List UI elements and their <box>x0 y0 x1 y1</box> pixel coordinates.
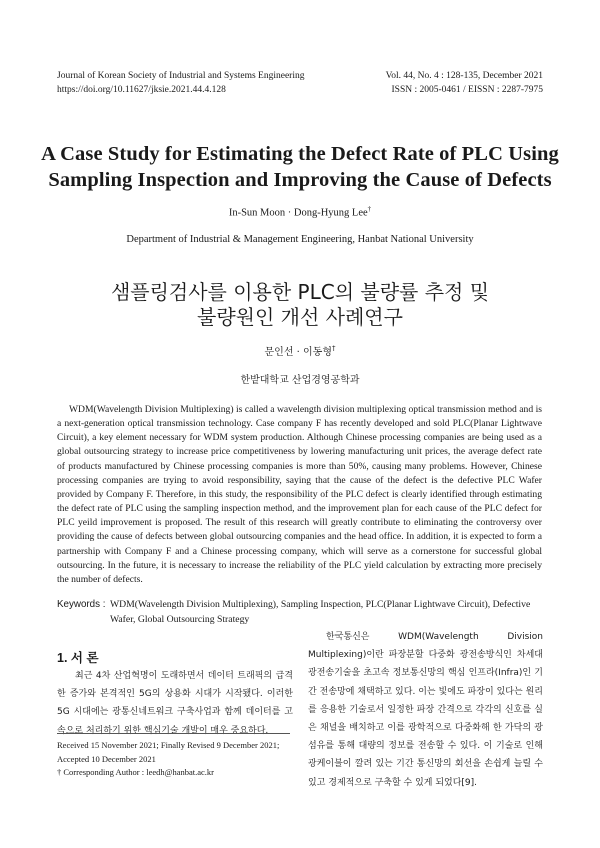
keywords-label: Keywords : <box>57 599 106 610</box>
journal-name: Journal of Korean Society of Industrial and Systems Engineering <box>57 71 305 81</box>
issn-info: ISSN : 2005-0461 / EISSN : 2287-7975 <box>391 85 543 95</box>
volume-info: Vol. 44, No. 4 : 128-135, December 2021 <box>385 71 543 81</box>
abstract <box>57 403 542 587</box>
title-en-line2: Sampling Inspection and Improving the Cause of Defects <box>48 169 552 191</box>
body-left-paragraph: 최근 4차 산업혁명이 도래하면서 데이터 트래픽의 급격한 증가와 본격적인 5G의 상용화 시대가 시작됐다. 이러한 5G 시대에는 광통신네트워크 구축사업과 함께 데이터를 고속으로 처리하기 위한 핵심기술 개발이 매우 중요하다. <box>57 671 293 736</box>
authors-ko-names: 문인선 · 이동형 <box>264 347 332 358</box>
authors-ko <box>0 343 600 358</box>
doi-link[interactable]: https://doi.org/10.11627/jksie.2021.44.4.128 <box>57 85 226 95</box>
title-ko-line1: 샘플링검사를 이용한 PLC의 불량률 추정 및 <box>110 280 490 304</box>
affiliation-ko: 한밭대학교 산업경영공학과 <box>240 375 360 386</box>
affiliation-en: Department of Industrial & Management Engineering, Hanbat National University <box>126 234 474 245</box>
corresponding-author: † Corresponding Author : leedh@hanbat.ac.kr <box>57 767 215 777</box>
body-left-column <box>57 667 293 740</box>
section-heading: 1. 서 론 <box>57 651 99 665</box>
dagger-mark-ko: † <box>332 344 336 353</box>
title-ko-line2: 불량원인 개선 사례연구 <box>197 305 403 329</box>
dagger-mark: † <box>367 205 372 213</box>
keywords-text: WDM(Wavelength Division Multiplexing), Sampling Inspection, PLC(Planar Lightwave Circuit), Defective Wafer, Global Outsourcing Strategy <box>110 599 531 625</box>
footnote-divider <box>57 733 290 734</box>
body-right-column <box>308 628 543 792</box>
abstract-text: WDM(Wavelength Division Multiplexing) is called a wavelength division multiplexing optical transmission method and is a next-generation optical transmission technology. Case company F has recently developed and sold PLC(Planar Lightwave Circuit), a key element necessary for WDM system production. Although Chinese processing companies are being used as a global outsourcing strategy to increase price competitiveness by lowering manufacturing unit prices, the average defect rate of products manufactured by Chinese processing companies is more than 50%, causing many problems. However, Chinese processing companies are trying to avoid responsibility, saying that the cause of the defect is the defective PLC Wafer provided by Company F. Therefore, in this study, the responsibility of the PLC defect is clearly identified through estimating the defect rate of PLC using the sampling inspection method, and the improvement plan for each cause of the PLC defect for PLC yeild improvement is proposed. The result of this research will greatly contribute to eliminating the controversy over providing the cause of defects between global outsourcing companies and the head office. In addition, it is expected to form a partnership with Company F and a Chinese processing company, which will serve as a cornerstone for successful global outsourcing. In the future, it is necessary to increase the reliability of the PLC yield calculation by extracting more precisely the number of defects. <box>57 404 542 585</box>
body-right-paragraph: 한국통신은 WDM(Wavelength Division Multiplexing)이란 파장분할 다중화 광전송방식인 차세대 광전송기술을 초고속 정보통신망의 핵심 인프라(Infra)인 기간 전송망에 채택하고 있다. 이는 빛에도 파장이 있다는 원리를 응용한 기술로서 일정한 파장 간격으로 각각의 신호를 실은 채널을 배치하고 이를 광학적으로 다중화해 한 가닥의 광섬유를 통해 대량의 정보를 전송할 수 있다. 이 기술로 인해 광케이블이 깔려 있는 기간 통신망의 회선을 손쉽게 늘릴 수 있고 경제적으로 구축할 수 있게 되었다[9]. <box>308 632 543 788</box>
received-dates: Received 15 November 2021; Finally Revised 9 December 2021; Accepted 10 December 2021 <box>57 740 280 764</box>
title-en-line1: A Case Study for Estimating the Defect Rate of PLC Using <box>41 143 559 165</box>
authors-en <box>0 205 600 219</box>
authors-en-names: In-Sun Moon · Dong-Hyung Lee <box>228 207 368 219</box>
